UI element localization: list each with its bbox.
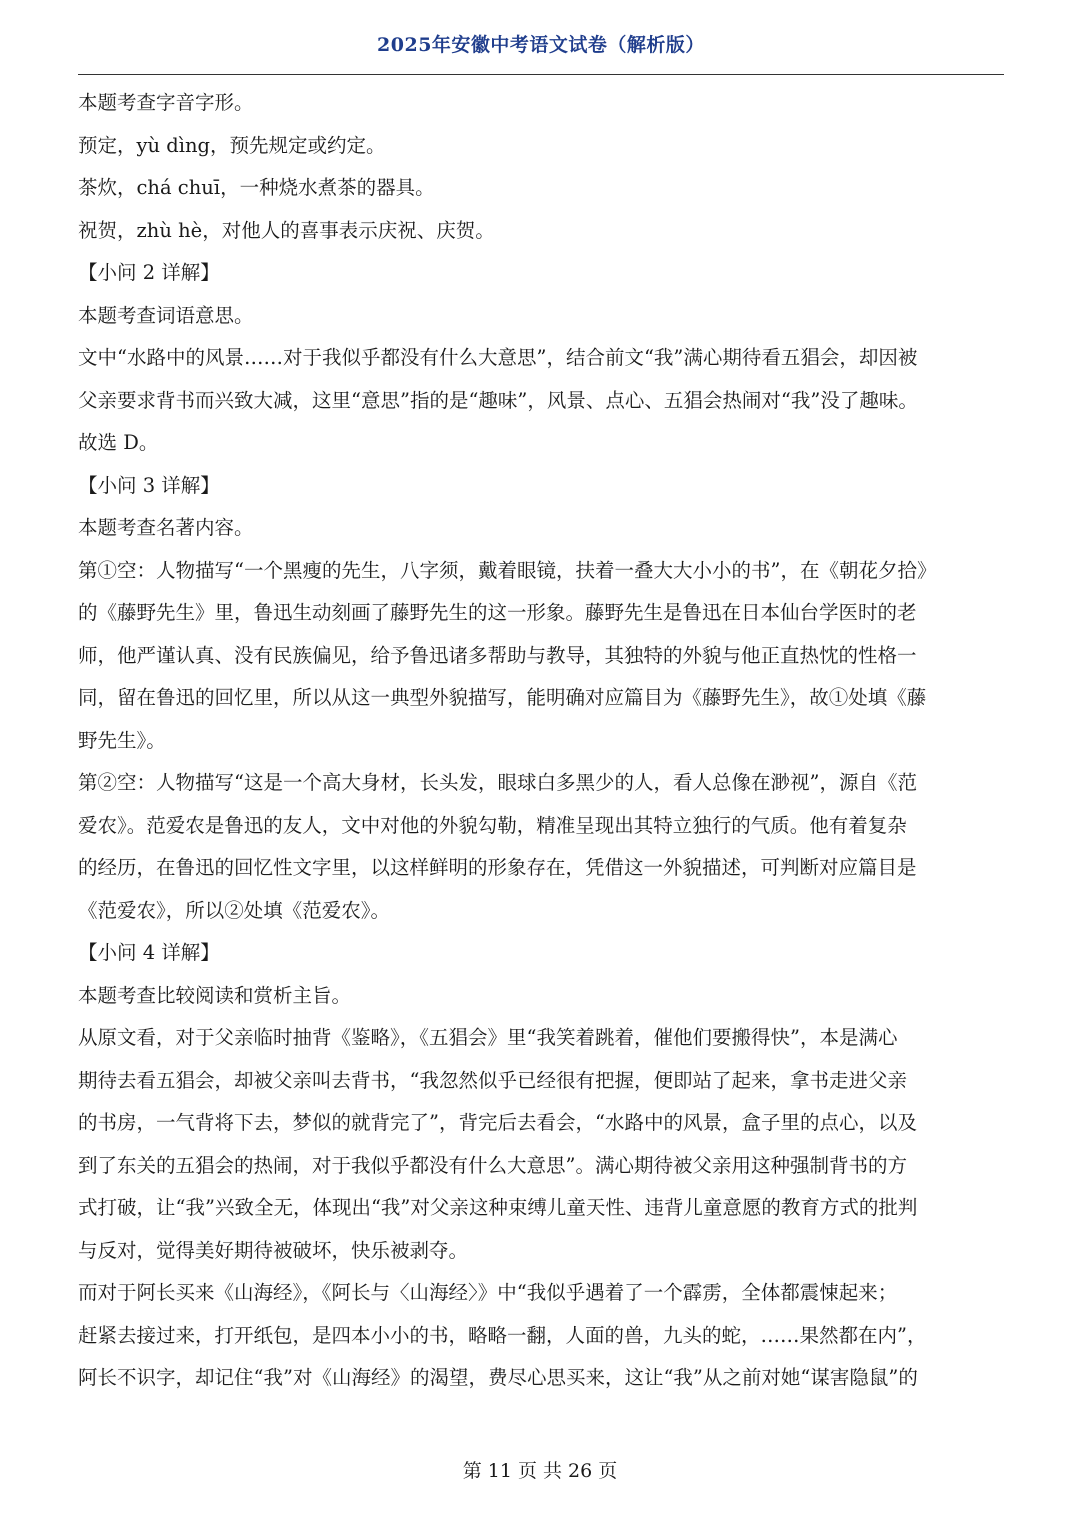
text-line: 茶炊，chá chuī，一种烧水煮茶的器具。 — [78, 176, 435, 199]
text-line: 《范爱农》，所以②处填《范爱农》。 — [78, 898, 391, 922]
text-line: 本题考查字音字形。 — [78, 91, 254, 114]
text-line: 本题考查比较阅读和赏析主旨。 — [78, 983, 352, 1007]
text-line: 第①空：人物描写“一个黑瘦的先生，八字须，戴着眼镜，扶着一叠大大小小的书”，在《朝花夕拾》 — [78, 558, 937, 582]
text-line: 祝贺，zhù hè，对他人的喜事表示庆祝、庆贺。 — [78, 218, 495, 242]
text-line: 而对于阿长买来《山海经》，《阿长与〈山海经〉》中“我似乎遇着了一个霹雳，全体都震悚起来； — [78, 1281, 898, 1304]
text-line: 本题考查词语意思。 — [78, 303, 254, 327]
section-heading: 【小问 3 详解】 — [78, 473, 220, 497]
text-line: 与反对，觉得美好期待被破坏，快乐被剥夺。 — [78, 1238, 469, 1262]
text-line: 到了东关的五猖会的热闹，对于我似乎都没有什么大意思”。满心期待被父亲用这种强制背书的方 — [78, 1153, 907, 1177]
text-line: 爱农》。范爱农是鲁迅的友人，文中对他的外貌勾勒，精准呈现出其特立独行的气质。他有着复杂 — [78, 813, 907, 837]
page-header — [78, 30, 1004, 75]
section-heading: 【小问 4 详解】 — [78, 941, 220, 964]
text-line: 预定，yù dìng，预先规定或约定。 — [78, 133, 386, 157]
text-line: 赶紧去接过来，打开纸包，是四本小小的书，略略一翻，人面的兽，九头的蛇，……果然都在内”， — [78, 1323, 927, 1347]
document-title: 2025年安徽中考语文试卷（解析版） — [377, 34, 705, 56]
text-line: 的《藤野先生》里，鲁迅生动刻画了藤野先生的这一形象。藤野先生是鲁迅在日本仙台学医时的老 — [78, 601, 917, 624]
text-line: 故选 D。 — [78, 431, 159, 454]
text-line: 的经历，在鲁迅的回忆性文字里，以这样鲜明的形象存在，凭借这一外貌描述，可判断对应篇目是 — [78, 856, 917, 879]
text-line: 文中“水路中的风景……对于我似乎都没有什么大意思”，结合前文“我”满心期待看五猖会，却因被 — [78, 346, 918, 369]
text-line: 式打破，让“我”兴致全无，体现出“我”对父亲这种束缚儿童天性、违背儿童意愿的教育方式的批判 — [78, 1196, 918, 1219]
document-body — [78, 82, 1004, 1400]
text-line: 第②空：人物描写“这是一个高大身材，长头发，眼球白多黑少的人，看人总像在渺视”，源自《范 — [78, 771, 917, 794]
text-line: 阿长不识字，却记住“我”对《山海经》的渴望，费尽心思买来，这让“我”从之前对她“谋害隐鼠”的 — [78, 1366, 918, 1389]
text-line: 期待去看五猖会，却被父亲叫去背书，“我忽然似乎已经很有把握，便即站了起来，拿书走进父亲 — [78, 1068, 907, 1092]
text-line: 师，他严谨认真、没有民族偏见，给予鲁迅诸多帮助与教导，其独特的外貌与他正直热忱的性格一 — [78, 643, 917, 667]
text-line: 从原文看，对于父亲临时抽背《鉴略》，《五猖会》里“我笑着跳着，催他们要搬得快”，本是满心 — [78, 1026, 898, 1049]
text-line: 同，留在鲁迅的回忆里，所以从这一典型外貌描写，能明确对应篇目为《藤野先生》，故①处填《藤 — [78, 686, 927, 709]
text-line: 野先生》。 — [78, 728, 166, 752]
section-heading: 【小问 2 详解】 — [78, 261, 220, 284]
text-line: 本题考查名著内容。 — [78, 516, 254, 539]
text-line: 的书房，一气背将下去，梦似的就背完了”，背完后去看会，“水路中的风景，盒子里的点心，以及 — [78, 1111, 917, 1134]
page-number: 第 11 页 共 26 页 — [462, 1460, 618, 1482]
text-line: 父亲要求背书而兴致大减，这里“意思”指的是“趣味”，风景、点心、五猖会热闹对“我”没了趣味。 — [78, 388, 918, 412]
